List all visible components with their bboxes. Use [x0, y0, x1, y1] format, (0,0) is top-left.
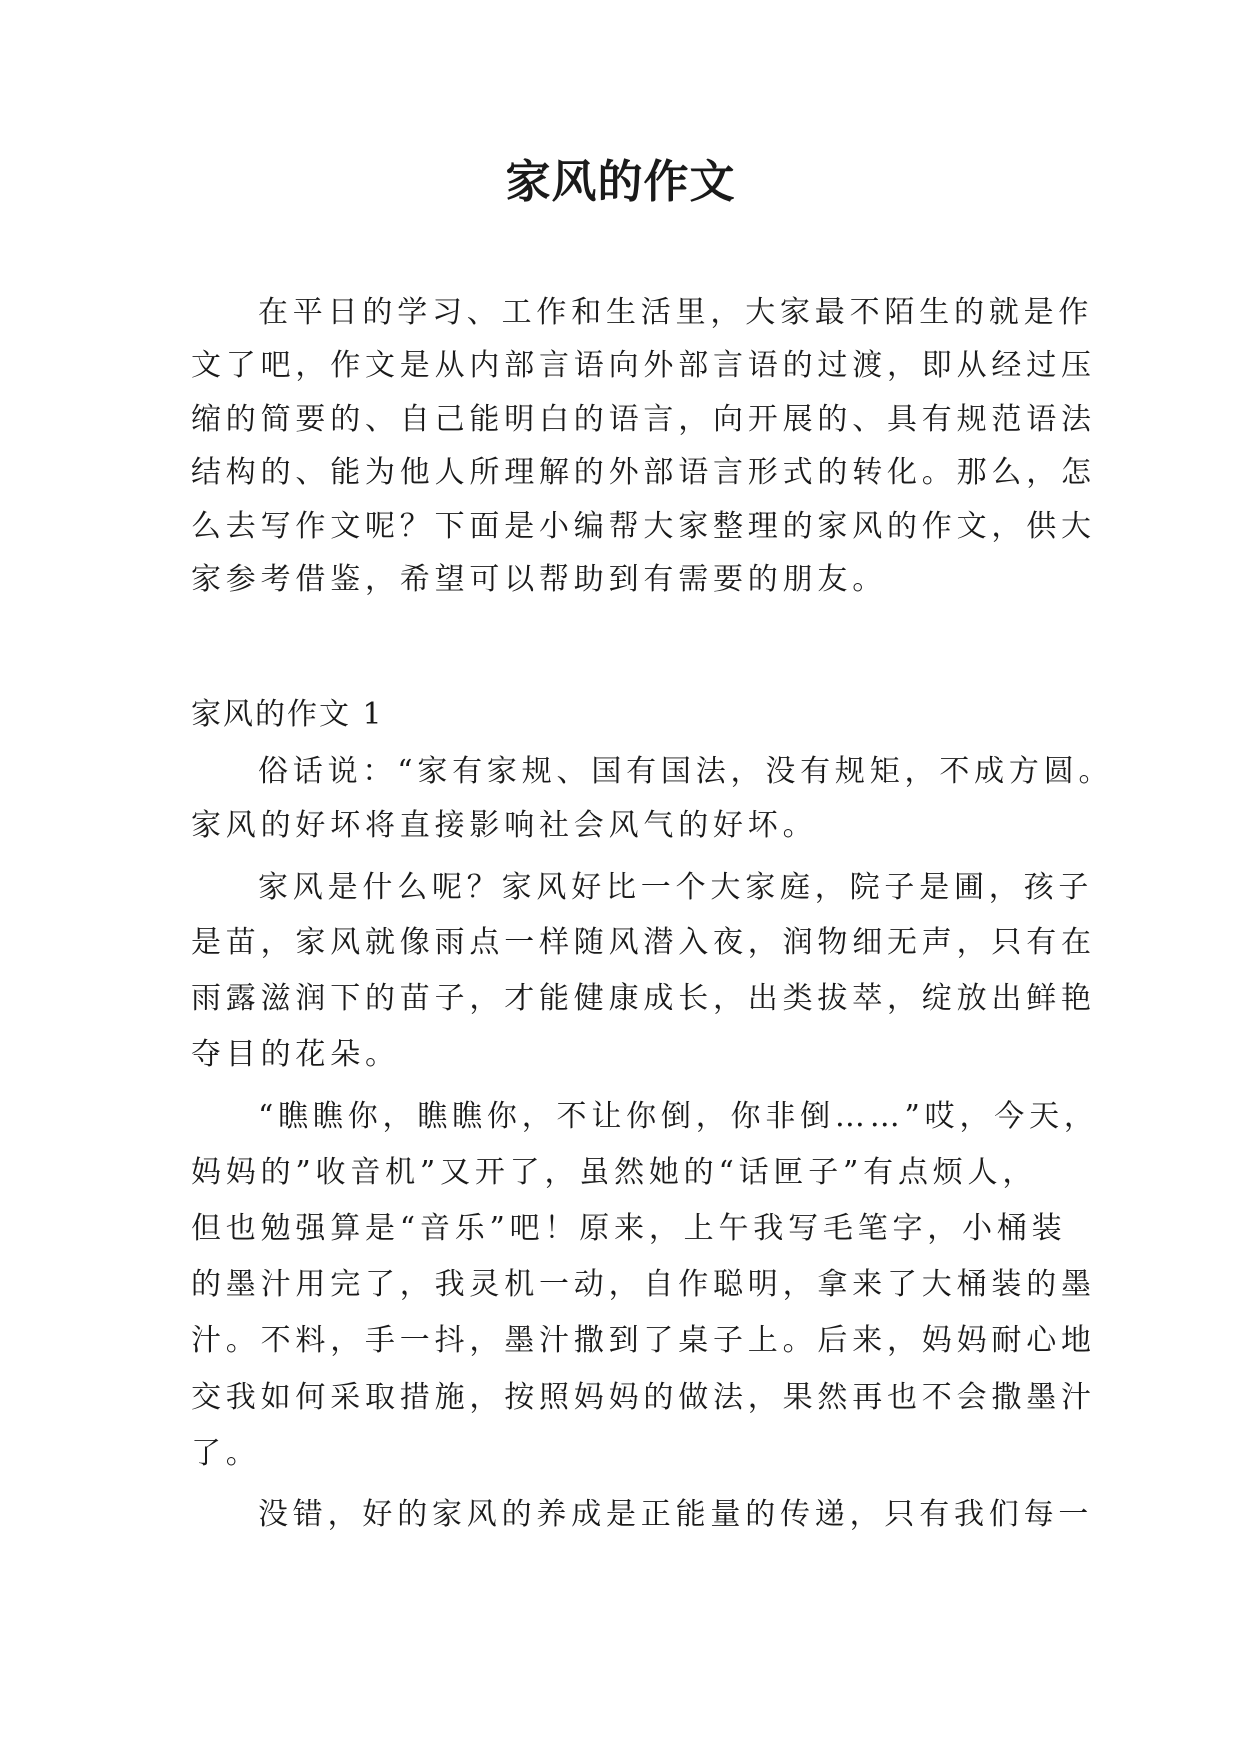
paragraph-line: 的墨汁用完了，我灵机一动，自作聪明，拿来了大桶装的墨: [191, 1267, 1096, 1302]
paragraph-line: 交我如何采取措施，按照妈妈的做法，果然再也不会撒墨汁: [191, 1380, 1096, 1415]
intro-line: 家参考借鉴，希望可以帮助到有需要的朋友。: [191, 562, 887, 597]
paragraph-line: 是苗，家风就像雨点一样随风潜入夜，润物细无声，只有在: [191, 925, 1096, 960]
intro-line: 文了吧，作文是从内部言语向外部言语的过渡，即从经过压: [191, 348, 1096, 383]
paragraph-line: 没错，好的家风的养成是正能量的传递，只有我们每一: [258, 1497, 1094, 1532]
paragraph-line: 雨露滋润下的苗子，才能健康成长，出类拔萃，绽放出鲜艳: [191, 981, 1096, 1016]
paragraph-line: 了。: [191, 1436, 261, 1471]
section-heading: 家风的作文 1: [191, 697, 384, 732]
paragraph-line: 俗话说：“家有家规、国有国法，没有规矩，不成方圆。: [258, 754, 1114, 789]
paragraph-line: 夺目的花朵。: [191, 1037, 400, 1072]
intro-line: 么去写作文呢？下面是小编帮大家整理的家风的作文，供大: [191, 509, 1096, 544]
paragraph-line: “瞧瞧你，瞧瞧你，不让你倒，你非倒……”哎，今天，: [258, 1099, 1099, 1134]
paragraph-line: 妈妈的”收音机”又开了，虽然她的“话匣子”有点烦人，: [191, 1155, 1038, 1190]
paragraph-line: 但也勉强算是“音乐”吧！原来，上午我写毛笔字，小桶装: [191, 1211, 1067, 1246]
paragraph-line: 汁。不料，手一抖，墨汁撒到了桌子上。后来，妈妈耐心地: [191, 1323, 1096, 1358]
intro-line: 结构的、能为他人所理解的外部语言形式的转化。那么，怎: [191, 455, 1096, 490]
document-title: 家风的作文: [505, 155, 736, 208]
intro-line: 缩的简要的、自己能明白的语言，向开展的、具有规范语法: [191, 402, 1096, 437]
intro-line: 在平日的学习、工作和生活里，大家最不陌生的就是作: [258, 295, 1094, 330]
paragraph-line: 家风是什么呢？家风好比一个大家庭，院子是圃，孩子: [258, 870, 1094, 905]
paragraph-line: 家风的好坏将直接影响社会风气的好坏。: [191, 808, 818, 843]
